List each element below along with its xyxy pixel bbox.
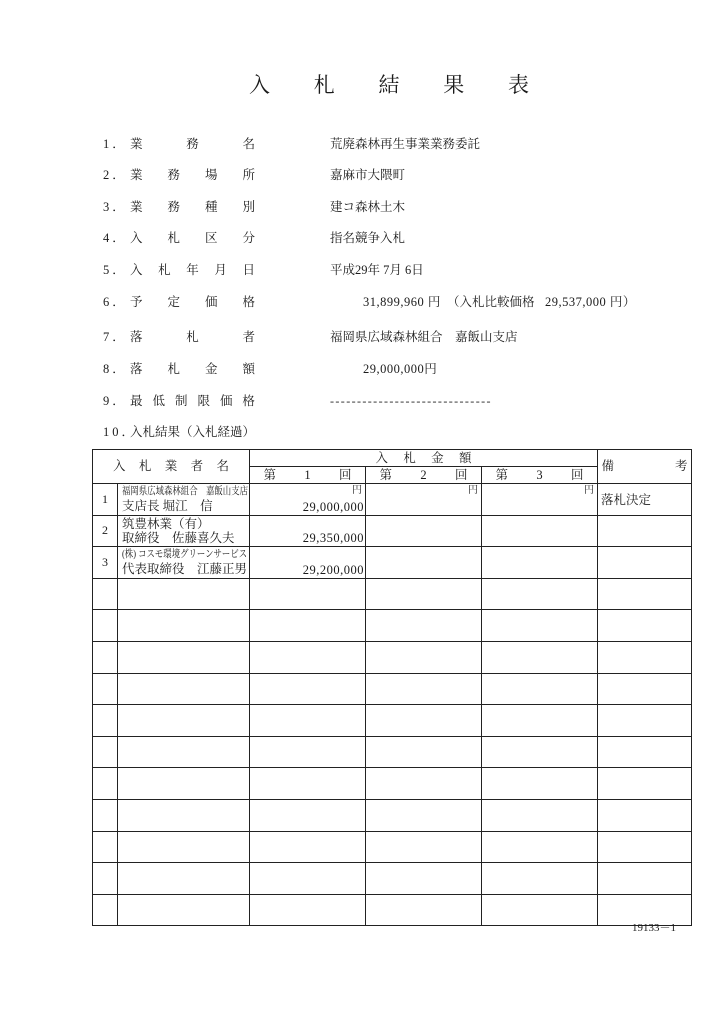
spaced-char: 分 [242, 231, 255, 245]
round-2-cell [366, 484, 482, 516]
row-number [93, 578, 118, 610]
spaced-char: 第 [495, 467, 509, 482]
spaced-char: 回 [338, 467, 352, 482]
round-1-cell [250, 894, 366, 926]
spaced-char: 低 [152, 394, 165, 408]
bidder-cell [118, 831, 250, 863]
bid-row [93, 515, 692, 547]
blank-row [93, 831, 692, 863]
round-2-cell [366, 610, 482, 642]
spaced-char: 格 [242, 295, 255, 309]
info-row-minimum-price [0, 392, 720, 410]
spaced-char: 入 [113, 459, 126, 473]
remarks-cell [598, 768, 692, 800]
spaced-char: 別 [242, 200, 255, 214]
spaced-char: 3 [536, 467, 543, 482]
bid-amount: 29,000,000 [302, 499, 364, 514]
item-label [130, 229, 255, 247]
spaced-char: 価 [204, 295, 218, 309]
spaced-char: 入 [249, 73, 270, 97]
round-3-cell [482, 705, 598, 737]
round-3-cell [482, 610, 598, 642]
blank-row [93, 736, 692, 768]
spaced-char: 考 [675, 459, 688, 473]
header-remarks [598, 450, 692, 484]
spaced-char: 区 [204, 231, 218, 245]
item-value: 29,000,000円 [363, 362, 438, 376]
spaced-char: 札 [167, 362, 180, 376]
table-header-row [93, 450, 692, 467]
spaced-char: 表 [508, 73, 529, 97]
row-number [93, 641, 118, 673]
bidder-cell [118, 705, 250, 737]
spaced-char: 務 [167, 200, 180, 214]
spaced-char: 入 [375, 450, 389, 465]
spaced-char: 入 [130, 263, 143, 277]
row-number [93, 736, 118, 768]
bidder-cell [118, 484, 250, 516]
row-number: 2 [93, 515, 118, 547]
spaced-char: 札 [403, 450, 416, 465]
header-round-1 [250, 467, 366, 484]
spaced-char: 結 [378, 73, 400, 97]
round-3-cell [482, 673, 598, 705]
company-name: 福岡県広域森林組合 嘉飯山支店 [122, 486, 248, 498]
spaced-char: 札 [138, 459, 152, 473]
round-2-cell [366, 863, 482, 895]
bidder-cell [118, 515, 250, 547]
round-3-cell [482, 515, 598, 547]
blank-row [93, 673, 692, 705]
spaced-char: 年 [186, 263, 199, 277]
spaced-char: 札 [158, 263, 171, 277]
round-3-cell [482, 736, 598, 768]
remarks-cell [598, 863, 692, 895]
row-number [93, 831, 118, 863]
round-1-cell [250, 705, 366, 737]
round-3-cell [482, 831, 598, 863]
round-3-cell [482, 894, 598, 926]
round-3-cell [482, 641, 598, 673]
spaced-char: 札 [186, 330, 199, 344]
header-bidder-label [113, 459, 229, 474]
spaced-char: 予 [130, 295, 143, 309]
blank-row [93, 894, 692, 926]
company-name: (株) コスモ環境グリーンサービス [122, 549, 248, 561]
header-amount-label [376, 451, 472, 466]
spaced-char: 業 [130, 137, 143, 151]
spaced-char: 者 [190, 459, 204, 473]
round-1-cell [250, 768, 366, 800]
info-row-planned-price [0, 293, 720, 311]
info-row-bid-category [0, 229, 720, 247]
item-number: 10． [103, 425, 138, 439]
remarks-cell: 落札決定 [598, 484, 692, 516]
remarks-cell [598, 547, 692, 579]
item-number: 5． [103, 263, 128, 277]
round-1-cell [250, 610, 366, 642]
remarks-cell [598, 673, 692, 705]
info-row-winner [0, 328, 720, 346]
bid-table-body [93, 484, 692, 926]
item-number: 4． [103, 231, 128, 245]
item-value: ------------------------------ [330, 394, 492, 408]
spaced-char: 業 [164, 459, 178, 473]
round-1-cell [250, 673, 366, 705]
spaced-char: 入 [130, 231, 143, 245]
yen-unit: 円 [584, 485, 595, 496]
blank-row [93, 768, 692, 800]
bidder-cell [118, 610, 250, 642]
header-round-2 [366, 467, 482, 484]
info-row-winning-amount [0, 360, 720, 378]
header-round-3 [482, 467, 598, 484]
spaced-char: 備 [601, 459, 615, 473]
row-number [93, 768, 118, 800]
bidder-cell [118, 863, 250, 895]
round-2-cell [366, 705, 482, 737]
round-2-cell [366, 736, 482, 768]
round-1-cell [250, 484, 366, 516]
blank-row [93, 610, 692, 642]
bidder-cell [118, 578, 250, 610]
bid-amount: 29,200,000 [302, 562, 364, 577]
remarks-cell [598, 578, 692, 610]
spaced-char: 回 [570, 467, 584, 482]
round-3-cell [482, 799, 598, 831]
round-1-cell [250, 515, 366, 547]
comparison-price-label: （入札比較価格 [447, 295, 535, 309]
spaced-char: 1 [304, 467, 311, 482]
item-label [130, 360, 255, 378]
blank-row [93, 578, 692, 610]
row-number [93, 894, 118, 926]
spaced-char: 名 [216, 459, 229, 473]
bidder-cell [118, 799, 250, 831]
bidder-cell [118, 894, 250, 926]
round-2-cell [366, 547, 482, 579]
spaced-char: 2 [420, 467, 427, 482]
bid-row [93, 547, 692, 579]
representative-name: 支店長 堀江 信 [122, 499, 213, 514]
round-1-cell [250, 863, 366, 895]
spaced-char: 落 [130, 362, 143, 376]
company-name: 筑豊林業（有） [122, 516, 210, 531]
item-label [130, 261, 255, 279]
spaced-char: 月 [214, 263, 227, 277]
bidder-cell [118, 768, 250, 800]
header-round-label [496, 468, 584, 483]
row-number [93, 863, 118, 895]
round-1-cell [250, 736, 366, 768]
info-row-location [0, 166, 720, 184]
spaced-char: 額 [242, 362, 255, 376]
row-number [93, 705, 118, 737]
spaced-char: 名 [242, 137, 255, 151]
spaced-char: 第 [379, 467, 393, 482]
spaced-char: 場 [204, 168, 218, 182]
spaced-char: 落 [130, 330, 143, 344]
round-3-cell [482, 768, 598, 800]
bidder-cell [118, 641, 250, 673]
item-label [130, 293, 255, 311]
item-number: 1． [103, 137, 128, 151]
round-2-cell [366, 894, 482, 926]
item-value: 指名競争入札 [330, 231, 406, 245]
round-3-cell [482, 578, 598, 610]
remarks-cell [598, 641, 692, 673]
round-1-cell [250, 831, 366, 863]
bid-results-table [92, 449, 692, 926]
bidder-cell [118, 547, 250, 579]
row-number: 1 [93, 484, 118, 516]
row-number [93, 799, 118, 831]
remarks-cell [598, 736, 692, 768]
header-round-label [264, 468, 352, 483]
info-row-bid-results [0, 423, 720, 441]
item-number: 2． [103, 168, 128, 182]
item-number: 7． [103, 330, 128, 344]
round-1-cell [250, 547, 366, 579]
header-remarks-label [602, 459, 688, 474]
spaced-char: 種 [204, 200, 218, 214]
remarks-cell [598, 610, 692, 642]
item-value: 荒廃森林再生事業業務委託 [330, 137, 481, 151]
bidder-cell [118, 673, 250, 705]
item-number: 6． [103, 295, 128, 309]
spaced-char: 所 [242, 168, 255, 182]
item-label: 入札結果（入札経過） [130, 425, 256, 439]
row-number: 3 [93, 547, 118, 579]
spaced-char: 札 [167, 231, 180, 245]
spaced-char: 回 [454, 467, 468, 482]
spaced-char: 限 [197, 394, 210, 408]
document-title [249, 72, 529, 98]
spaced-char: 価 [219, 394, 233, 408]
item-value: 平成29年 7月 6日 [330, 263, 424, 277]
row-number [93, 610, 118, 642]
bid-row [93, 484, 692, 516]
item-value: 福岡県広域森林組合 嘉飯山支店 [330, 330, 518, 344]
remarks-cell [598, 799, 692, 831]
header-round-label [380, 468, 468, 483]
round-2-cell [366, 641, 482, 673]
spaced-char: 格 [242, 394, 255, 408]
item-number: 9． [103, 394, 128, 408]
item-label [130, 135, 255, 153]
blank-row [93, 641, 692, 673]
spaced-char: 務 [167, 168, 180, 182]
item-value: 31,899,960 円 [363, 295, 441, 309]
item-value: 建コ森林土木 [330, 200, 406, 214]
item-number: 8． [103, 362, 128, 376]
yen-unit: 円 [468, 485, 478, 496]
round-1-cell [250, 578, 366, 610]
bid-amount: 29,350,000 [302, 531, 364, 546]
round-2-cell [366, 768, 482, 800]
representative-name: 取締役 佐藤喜久夫 [122, 530, 235, 545]
spaced-char: 業 [130, 200, 143, 214]
item-number: 3． [103, 200, 128, 214]
round-3-cell [482, 484, 598, 516]
row-number [93, 673, 118, 705]
spaced-char: 日 [242, 263, 255, 277]
yen-unit: 円 [352, 485, 362, 496]
bidder-cell [118, 736, 250, 768]
spaced-char: 最 [130, 394, 143, 408]
blank-row [93, 863, 692, 895]
spaced-char: 定 [167, 295, 180, 309]
header-bid-amount [250, 450, 598, 467]
item-label [130, 166, 255, 184]
item-label [130, 198, 255, 216]
round-3-cell [482, 863, 598, 895]
spaced-char: 果 [443, 73, 465, 97]
spaced-char: 者 [242, 330, 255, 344]
round-3-cell [482, 547, 598, 579]
blank-row [93, 799, 692, 831]
round-2-cell [366, 799, 482, 831]
spaced-char: 制 [174, 394, 188, 408]
remarks-cell [598, 831, 692, 863]
representative-name: 代表取締役 江藤正男 [122, 562, 248, 577]
spaced-char: 額 [458, 450, 472, 465]
item-value: 嘉麻市大隈町 [330, 168, 406, 182]
info-row-business-type [0, 198, 720, 216]
spaced-char: 第 [263, 467, 277, 482]
spaced-char: 務 [186, 137, 199, 151]
spaced-char: 金 [204, 362, 218, 376]
info-row-bid-date [0, 261, 720, 279]
spaced-char: 業 [130, 168, 143, 182]
spaced-char: 札 [313, 73, 335, 97]
remarks-cell [598, 515, 692, 547]
round-1-cell [250, 799, 366, 831]
comparison-price-value: 29,537,000 円） [545, 295, 636, 309]
blank-row [93, 705, 692, 737]
header-bidder-name [93, 450, 250, 484]
round-2-cell [366, 673, 482, 705]
item-label [130, 392, 255, 410]
document-code: 19133－1 [632, 922, 676, 934]
round-1-cell [250, 641, 366, 673]
round-2-cell [366, 578, 482, 610]
info-row-business-name [0, 135, 720, 153]
remarks-cell [598, 705, 692, 737]
round-2-cell [366, 831, 482, 863]
spaced-char: 金 [431, 450, 444, 465]
round-2-cell [366, 515, 482, 547]
item-label [130, 328, 255, 346]
